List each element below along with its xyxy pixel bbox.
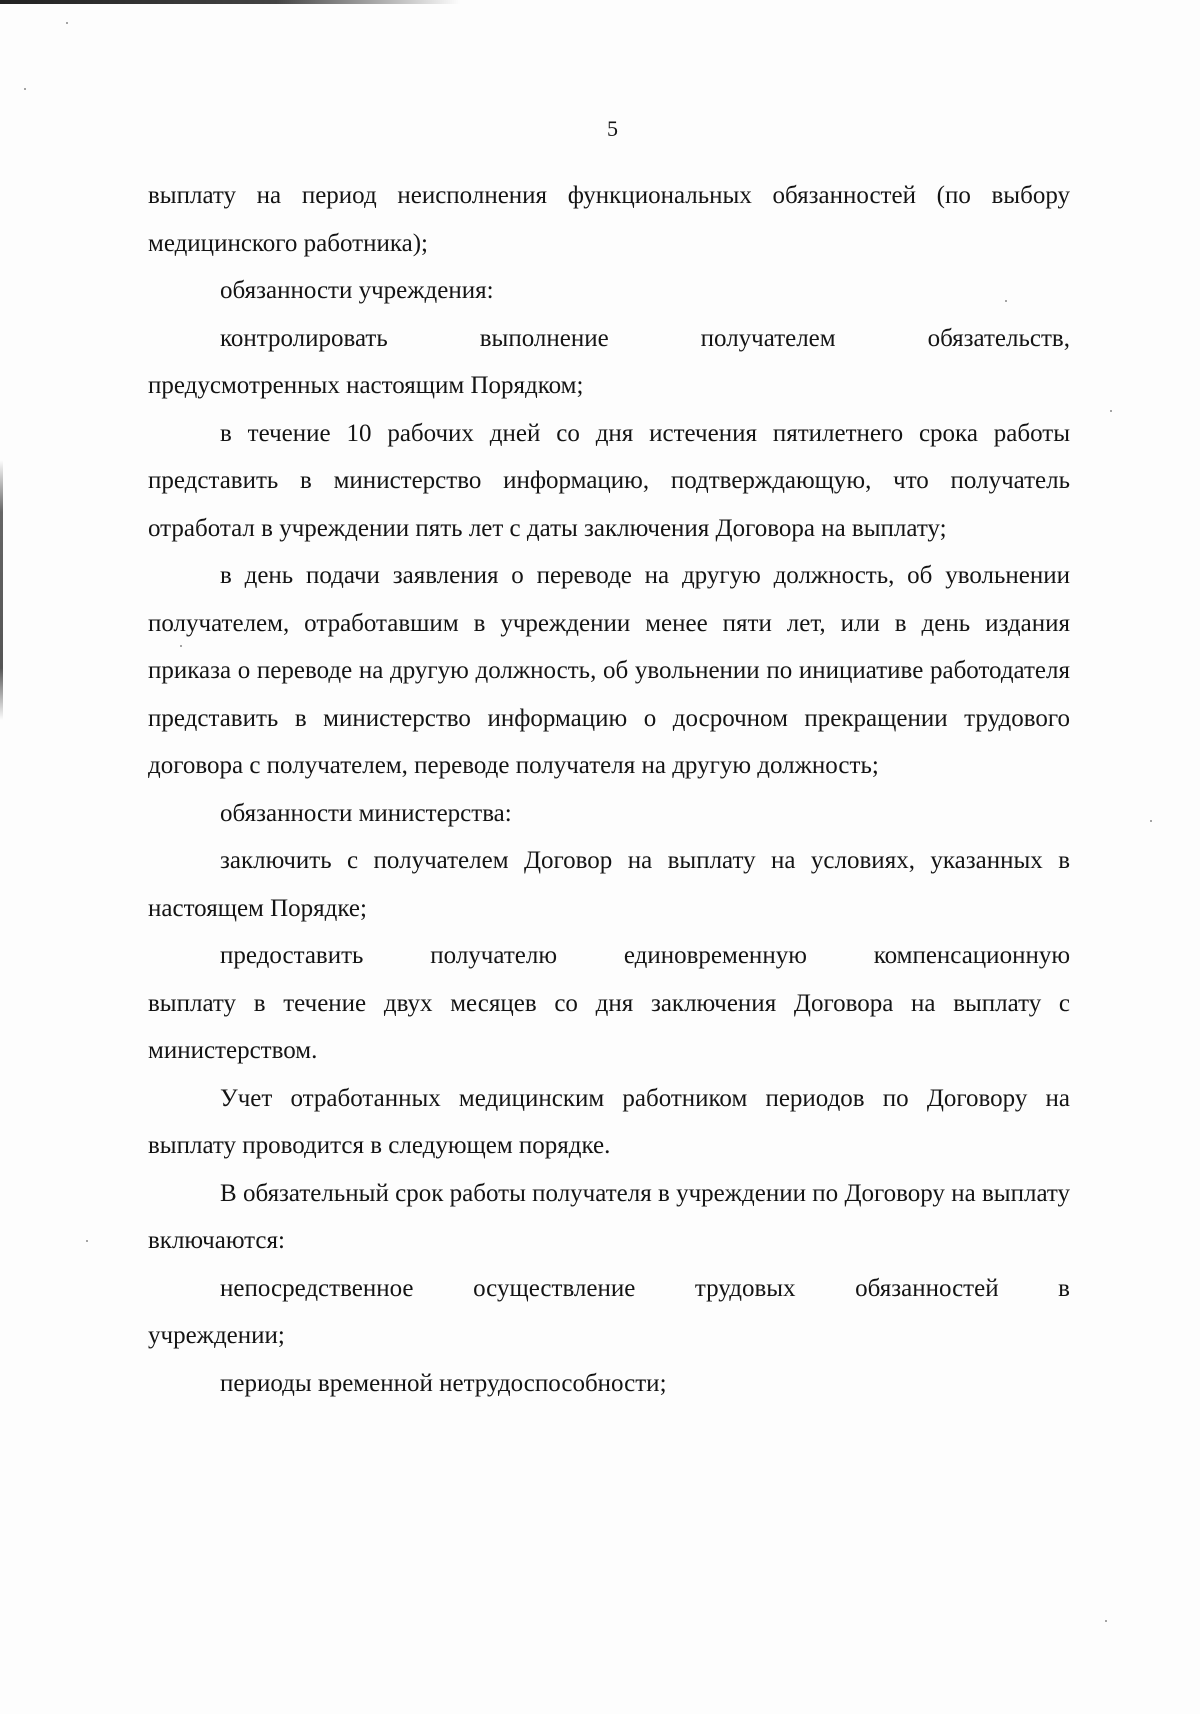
word: трудовых bbox=[694, 1274, 796, 1302]
paragraph-continuation: предусмотренных настоящим Порядком; bbox=[148, 372, 584, 399]
word: обязательств, bbox=[927, 324, 1070, 352]
word: предоставить bbox=[220, 942, 364, 969]
document-body bbox=[148, 172, 1070, 1407]
paragraph: В обязательный срок работы получателя в учреждении по Договору на выплату включаются: bbox=[148, 1179, 1070, 1254]
word: выполнение bbox=[479, 324, 609, 352]
paragraph: обязанности министерства: bbox=[220, 799, 512, 827]
scan-speck bbox=[1150, 820, 1152, 822]
word: компенсационную bbox=[873, 942, 1070, 969]
paragraph: обязанности учреждения: bbox=[220, 277, 494, 304]
paragraph: периоды временной нетрудоспособности; bbox=[220, 1369, 667, 1397]
paragraph: выплату на период неисполнения функциональных обязанностей (по выбору медицинского работника); bbox=[148, 182, 1070, 257]
scan-speck bbox=[1105, 1620, 1107, 1622]
word: контролировать bbox=[220, 324, 388, 352]
word: непосредственное bbox=[220, 1274, 414, 1302]
paragraph: в течение 10 рабочих дней со дня истечения пятилетнего срока работы представить в министерство информацию, подтверждающую, что получатель отработал в учреждении пять лет с даты заключения Договора на выплату; bbox=[148, 419, 1070, 542]
word: в bbox=[1058, 1274, 1070, 1302]
spread-line bbox=[148, 315, 1070, 363]
paragraph-continuation: учреждении; bbox=[148, 1322, 285, 1349]
paragraph bbox=[148, 932, 1070, 1075]
page-number: 5 bbox=[607, 116, 618, 141]
spread-line bbox=[148, 1265, 1070, 1313]
scan-edge-top bbox=[0, 0, 460, 4]
paragraph: Учет отработанных медицинским работником периодов по Договору на выплату проводится в следующем порядке. bbox=[148, 1084, 1070, 1159]
word: получателю bbox=[430, 942, 558, 969]
paragraph-continuation: выплату в течение двух месяцев со дня заключения Договора на выплату с министерством. bbox=[148, 989, 1070, 1064]
scan-speck bbox=[66, 22, 68, 24]
word: единовременную bbox=[623, 942, 807, 969]
scan-speck bbox=[24, 88, 26, 90]
word: получателем bbox=[700, 324, 836, 352]
paragraph bbox=[148, 315, 1070, 410]
paragraph bbox=[148, 1265, 1070, 1360]
paragraph: заключить с получателем Договор на выплату на условиях, указанных в настоящем Порядке; bbox=[148, 847, 1070, 922]
word: осуществление bbox=[473, 1274, 636, 1302]
spread-line bbox=[148, 932, 1070, 980]
paragraph: в день подачи заявления о переводе на другую должность, об увольнении получателем, отработавшим в учреждении менее пяти лет, или в день издания приказа о переводе на другую должность, об увольнении по инициативе работодателя представить в министерство информацию о досрочном прекращении трудового договора с получателем, переводе получателя на другую должность; bbox=[148, 562, 1070, 779]
scan-speck bbox=[86, 1240, 88, 1242]
word: обязанностей bbox=[855, 1274, 999, 1302]
scan-edge-left bbox=[0, 460, 3, 720]
scan-speck bbox=[1110, 410, 1112, 412]
